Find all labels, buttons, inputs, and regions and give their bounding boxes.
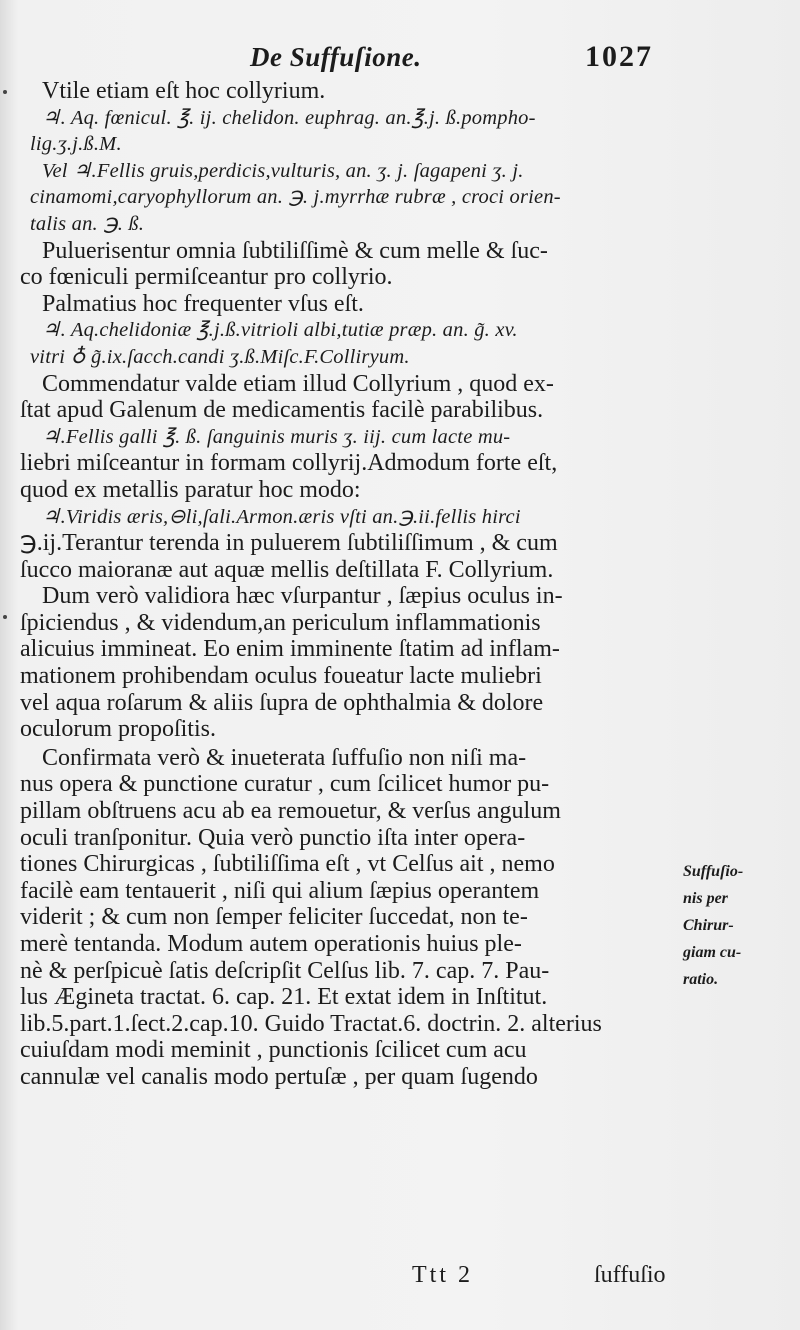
- ink-speck: [3, 90, 7, 94]
- text-line: Confirmata verò & inueterata ſuffuſio non niſi ma-: [42, 744, 527, 771]
- recipe-line: ♃.Fellis galli ℥. ß. ſanguinis muris ʒ. iij. cum lacte mu-: [42, 425, 511, 448]
- text-line: nus opera & punctione curatur , cum ſcilicet humor pu-: [20, 771, 550, 798]
- text-line: nè & perſpicuè ſatis deſcripſit Celſus lib. 7. cap. 7. Pau-: [20, 957, 550, 984]
- text-line: pillam obſtruens acu ab ea remouetur, & verſus angulum: [20, 798, 561, 825]
- main-text: [20, 78, 680, 1091]
- text-line: Dum verò validiora hæc vſurpantur , ſæpius oculus in-: [42, 583, 563, 610]
- recipe-line: ♃.Viridis æris,⊖li,ſali.Armon.æris vſti an.℈.ii.fellis hirci: [42, 505, 521, 528]
- text-line: Puluerisentur omnia ſubtiliſſimè & cum melle & ſuc-: [42, 237, 548, 264]
- catchword: ſuffuſio: [594, 1262, 666, 1288]
- ink-speck: [3, 615, 7, 619]
- text-line: oculi tranſponitur. Quia verò punctio iſta inter opera-: [20, 824, 526, 851]
- text-line: vel aqua roſarum & aliis ſupra de ophthalmia & dolore: [20, 689, 544, 716]
- text-line: facilè eam tentauerit , niſi qui alium ſæpius operantem: [20, 877, 540, 904]
- text-line: cuiuſdam modi meminit , punctionis ſcilicet cum acu: [20, 1037, 527, 1064]
- running-title: De Suffuſione.: [250, 42, 422, 72]
- text-line: ſucco maioranæ aut aquæ mellis deſtillata F. Collyrium.: [20, 556, 554, 583]
- recipe-line: ♃. Aq.chelidoniæ ℥.j.ß.vitrioli albi,tutiæ præp. an. g̃. xv.: [42, 319, 518, 342]
- text-line: Palmatius hoc frequenter vſus eſt.: [42, 290, 364, 317]
- text-line: cannulæ vel canalis modo pertuſæ , per quam ſugendo: [20, 1063, 538, 1090]
- recipe-line: vitri ♁ g̃.ix.ſacch.candi ʒ.ß.Miſc.F.Colliryum.: [30, 345, 410, 368]
- text-line: lus Ægineta tractat. 6. cap. 21. Et extat idem in Inſtitut.: [20, 984, 548, 1011]
- text-line: ſpiciendus , & videndum,an periculum inflammationis: [20, 609, 541, 636]
- recipe-line: Vel ♃.Fellis gruis,perdicis,vulturis, an. ʒ. j. ſagapeni ʒ. j.: [42, 159, 524, 182]
- running-head: [0, 36, 800, 76]
- marginal-note-line: nis per: [683, 890, 728, 907]
- page-number: 1027: [585, 40, 653, 73]
- text-line: co fœniculi permiſceantur pro collyrio.: [20, 264, 393, 291]
- marginal-note: [683, 858, 793, 993]
- text-line: Commendatur valde etiam illud Collyrium , quod ex-: [42, 370, 554, 397]
- text-line: lib.5.part.1.ſect.2.cap.10. Guido Tractat.6. doctrin. 2. alterius: [20, 1010, 602, 1037]
- text-line: quod ex metallis paratur hoc modo:: [20, 476, 361, 503]
- text-line: tiones Chirurgicas , ſubtiliſſima eſt , vt Celſus ait , nemo: [20, 851, 555, 878]
- page-footer: [0, 1262, 800, 1292]
- marginal-note-line: Suffuſio-: [683, 863, 744, 880]
- marginal-note-line: Chirur-: [683, 917, 734, 934]
- text-line: mationem prohibendam oculus foueatur lacte muliebri: [20, 663, 542, 690]
- signature-mark: Ttt 2: [412, 1262, 473, 1288]
- text-line: ℈.ij.Terantur terenda in puluerem ſubtiliſſimum , & cum: [20, 530, 558, 557]
- text-line: Vtile etiam eſt hoc collyrium.: [42, 78, 326, 104]
- text-line: oculorum propoſitis.: [20, 716, 216, 743]
- recipe-line: ♃. Aq. fœnicul. ℥. ij. chelidon. euphrag. an.℥.j. ß.pompho-: [42, 106, 536, 129]
- text-line: alicuius immineat. Eo enim imminente ſtatim ad inflam-: [20, 636, 560, 663]
- text-line: liebri miſceantur in formam collyrij.Admodum forte eſt,: [20, 450, 558, 477]
- text-line: viderit ; & cum non ſemper feliciter ſuccedat, non te-: [20, 904, 528, 931]
- recipe-line: cinamomi,caryophyllorum an. ℈. j.myrrhæ rubræ , croci orien-: [30, 186, 561, 209]
- recipe-line: talis an. ℈. ß.: [30, 212, 145, 235]
- text-line: merè tentanda. Modum autem operationis huius ple-: [20, 931, 522, 957]
- marginal-note-line: ratio.: [683, 971, 719, 988]
- recipe-line: lig.ʒ.j.ß.M.: [30, 133, 122, 156]
- text-line: ſtat apud Galenum de medicamentis facilè parabilibus.: [20, 397, 544, 424]
- marginal-note-line: giam cu-: [683, 944, 742, 961]
